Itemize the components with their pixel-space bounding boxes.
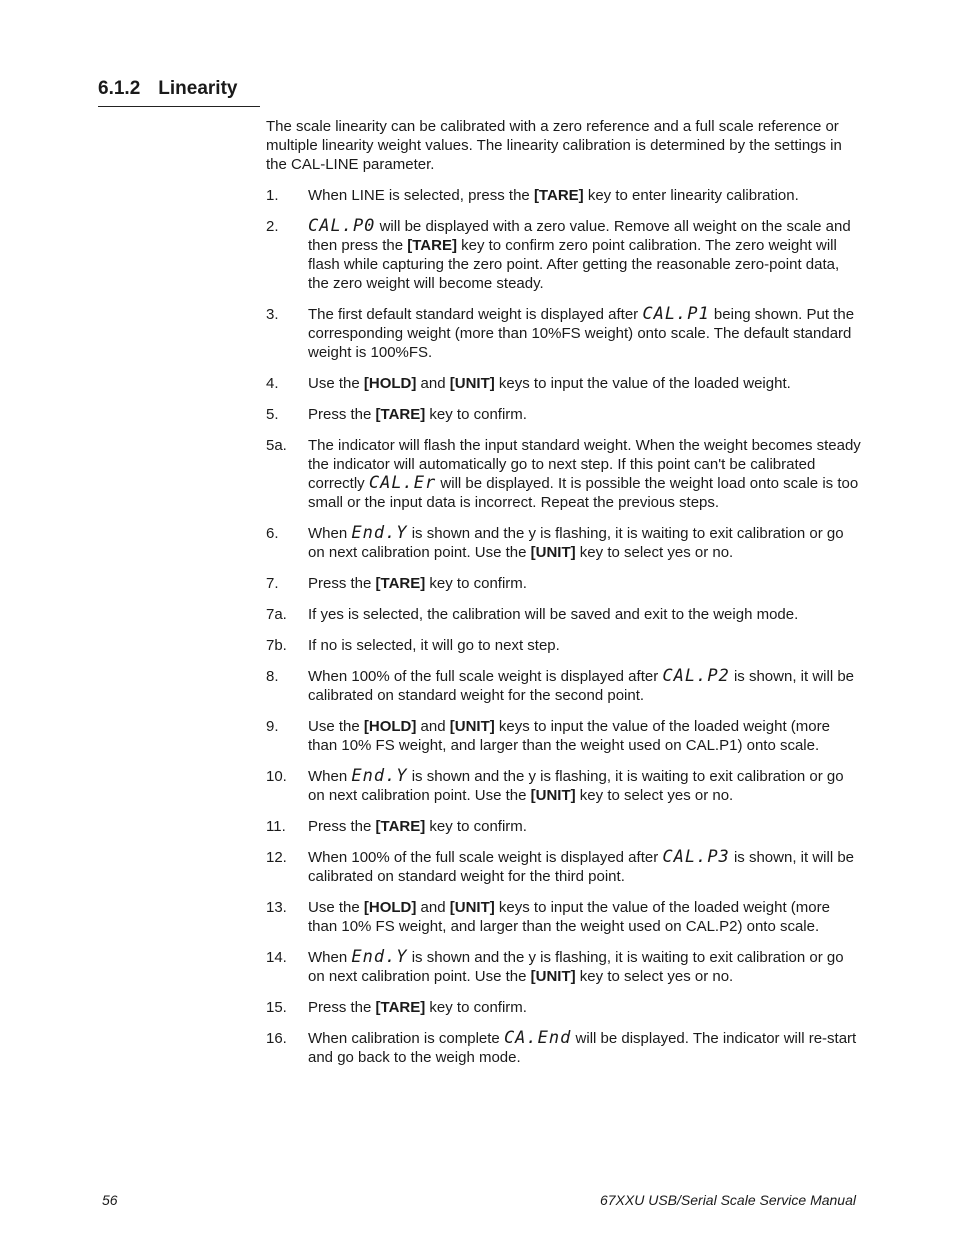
- step-text: [308, 637, 560, 654]
- step-text: [308, 525, 844, 561]
- step-item: [266, 636, 861, 655]
- lcd-display-text: End.Y: [351, 766, 408, 786]
- key-label: [TARE]: [375, 406, 426, 423]
- step-text-segment: Use the: [308, 375, 364, 392]
- step-number: 5.: [266, 406, 279, 423]
- step-text-segment: and: [416, 718, 450, 735]
- key-label: [UNIT]: [530, 544, 576, 561]
- step-text-segment: When calibration is complete: [308, 1030, 504, 1047]
- step-text-segment: key to confirm zero point calibration. The zero weight will flash while capturing the zero point. After getting the reasonable zero-point data, the zero weight will become steady.: [308, 237, 840, 292]
- step-text-segment: will be displayed. It is possible the weight load onto scale is too small or the input data is incorrect. Repeat the previous steps.: [308, 475, 859, 511]
- key-label: [HOLD]: [363, 899, 417, 916]
- key-label: [HOLD]: [363, 718, 417, 735]
- key-label: [TARE]: [375, 575, 426, 592]
- key-label: [UNIT]: [449, 899, 495, 916]
- step-item: [266, 374, 861, 393]
- step-text: [308, 849, 854, 885]
- step-text-segment: and: [416, 375, 450, 392]
- step-text-segment: Press the: [308, 818, 376, 835]
- step-item: [266, 605, 861, 624]
- step-text: [308, 1030, 856, 1066]
- step-text-segment: Press the: [308, 406, 376, 423]
- step-item: [266, 217, 861, 293]
- section-title: Linearity: [158, 78, 238, 99]
- step-text-segment: keys to input the value of the loaded weight (more than 10% FS weight, and larger than the weight used on CAL.P2) onto scale.: [308, 899, 830, 935]
- section-number: 6.1.2: [98, 78, 141, 99]
- steps-list: [266, 186, 861, 1079]
- step-number: 10.: [266, 768, 287, 785]
- step-text-segment: key to confirm.: [425, 575, 527, 592]
- step-text: [308, 999, 527, 1016]
- key-label: [TARE]: [375, 999, 426, 1016]
- step-number: 7.: [266, 575, 279, 592]
- step-text-segment: When 100% of the full scale weight is displayed after: [308, 849, 663, 866]
- step-item: [266, 667, 861, 705]
- step-item: [266, 848, 861, 886]
- step-text-segment: is shown and the y is flashing, it is waiting to exit calibration or go on next calibration point. Use the: [308, 768, 844, 804]
- manual-title: 67XXU USB/Serial Scale Service Manual: [599, 1192, 856, 1208]
- step-text: [308, 668, 854, 704]
- step-text: [308, 437, 861, 511]
- step-number: 7a.: [266, 606, 287, 623]
- step-text: [308, 575, 527, 592]
- step-item: [266, 574, 861, 593]
- key-label: [TARE]: [533, 187, 584, 204]
- lcd-display-text: CAL.P3: [662, 847, 730, 867]
- lcd-display-text: CAL.P0: [308, 216, 376, 236]
- step-number: 16.: [266, 1030, 287, 1047]
- page-number: 56: [102, 1192, 118, 1208]
- step-text: [308, 768, 844, 804]
- step-text-segment: being shown. Put the corresponding weight (more than 10%FS weight) onto scale. The default standard weight is 100%FS.: [308, 306, 855, 361]
- step-text-segment: The indicator will flash the input standard weight. When the weight becomes steady the indicator will automatically go to next step. If this point can't be calibrated correctly: [308, 437, 861, 492]
- step-text-segment: key to select yes or no.: [575, 968, 734, 985]
- step-number: 9.: [266, 718, 279, 735]
- step-item: [266, 898, 861, 936]
- step-text-segment: When 100% of the full scale weight is displayed after: [308, 668, 663, 685]
- step-text: [308, 375, 791, 392]
- step-text: [308, 949, 844, 985]
- key-label: [UNIT]: [449, 375, 495, 392]
- step-text-segment: When: [308, 949, 352, 966]
- step-item: [266, 405, 861, 424]
- step-text-segment: is shown, it will be calibrated on standard weight for the second point.: [308, 668, 855, 704]
- step-item: [266, 1029, 861, 1067]
- step-number: 14.: [266, 949, 287, 966]
- step-number: 11.: [266, 818, 286, 835]
- step-text: [308, 406, 527, 423]
- step-text-segment: key to confirm.: [425, 406, 527, 423]
- step-item: [266, 948, 861, 986]
- key-label: [HOLD]: [363, 375, 417, 392]
- step-item: [266, 717, 861, 755]
- step-text-segment: will be displayed with a zero value. Remove all weight on the scale and then press the: [308, 218, 851, 254]
- step-item: [266, 436, 861, 512]
- step-text: [308, 218, 851, 292]
- intro-paragraph: The scale linearity can be calibrated with a zero reference and a full scale reference or multiple linearity weight values. The linearity calibration is determined by the settings in the CAL-LINE parameter.: [266, 118, 842, 173]
- lcd-display-text: End.Y: [351, 523, 408, 543]
- step-text: [308, 606, 798, 623]
- step-number: 2.: [266, 218, 279, 235]
- lcd-display-text: CAL.P1: [642, 304, 710, 324]
- step-text-segment: key to confirm.: [425, 818, 527, 835]
- step-text-segment: keys to input the value of the loaded weight (more than 10% FS weight, and larger than the weight used on CAL.P1) onto scale.: [308, 718, 830, 754]
- step-item: [266, 998, 861, 1017]
- key-label: [UNIT]: [530, 968, 576, 985]
- step-text-segment: key to enter linearity calibration.: [583, 187, 799, 204]
- step-item: [266, 186, 861, 205]
- step-text: [308, 818, 527, 835]
- step-number: 5a.: [266, 437, 287, 454]
- step-text: [308, 899, 830, 935]
- step-item: [266, 524, 861, 562]
- step-text-segment: key to select yes or no.: [575, 787, 734, 804]
- step-text-segment: If yes is selected, the calibration will be saved and exit to the weigh mode.: [308, 606, 799, 623]
- lcd-display-text: CAL.Er: [368, 473, 437, 493]
- step-number: 8.: [266, 668, 279, 685]
- key-label: [TARE]: [375, 818, 426, 835]
- step-text-segment: When LINE is selected, press the: [308, 187, 534, 204]
- step-number: 3.: [266, 306, 279, 323]
- step-number: 1.: [266, 187, 279, 204]
- step-number: 12.: [266, 849, 287, 866]
- step-text-segment: is shown and the y is flashing, it is waiting to exit calibration or go on next calibration point. Use the: [308, 525, 844, 561]
- step-text-segment: Use the: [308, 899, 364, 916]
- section-heading: [98, 78, 260, 107]
- step-text: [308, 306, 854, 361]
- step-text-segment: Press the: [308, 999, 376, 1016]
- step-text-segment: keys to input the value of the loaded weight.: [494, 375, 791, 392]
- step-text-segment: will be displayed. The indicator will re-start and go back to the weigh mode.: [308, 1030, 857, 1066]
- step-item: [266, 817, 861, 836]
- step-item: [266, 767, 861, 805]
- key-label: [UNIT]: [449, 718, 495, 735]
- step-text-segment: Press the: [308, 575, 376, 592]
- step-number: 13.: [266, 899, 287, 916]
- step-text-segment: The first default standard weight is displayed after: [308, 306, 643, 323]
- lcd-display-text: CA.End: [503, 1028, 572, 1048]
- step-text-segment: Use the: [308, 718, 364, 735]
- step-text-segment: If no is selected, it will go to next step.: [308, 637, 560, 654]
- step-text-segment: key to confirm.: [425, 999, 527, 1016]
- step-text-segment: and: [416, 899, 450, 916]
- step-text-segment: When: [308, 768, 352, 785]
- step-text-segment: key to select yes or no.: [575, 544, 734, 561]
- key-label: [TARE]: [407, 237, 457, 254]
- step-number: 4.: [266, 375, 279, 392]
- step-number: 15.: [266, 999, 287, 1016]
- key-label: [UNIT]: [530, 787, 576, 804]
- step-text-segment: is shown, it will be calibrated on standard weight for the third point.: [308, 849, 855, 885]
- step-text-segment: When: [308, 525, 352, 542]
- lcd-display-text: CAL.P2: [662, 666, 730, 686]
- step-text: [308, 718, 830, 754]
- step-text: [308, 187, 799, 204]
- step-number: 6.: [266, 525, 279, 542]
- lcd-display-text: End.Y: [351, 947, 408, 967]
- step-text-segment: is shown and the y is flashing, it is waiting to exit calibration or go on next calibration point. Use the: [308, 949, 844, 985]
- step-number: 7b.: [266, 637, 287, 654]
- step-item: [266, 305, 861, 362]
